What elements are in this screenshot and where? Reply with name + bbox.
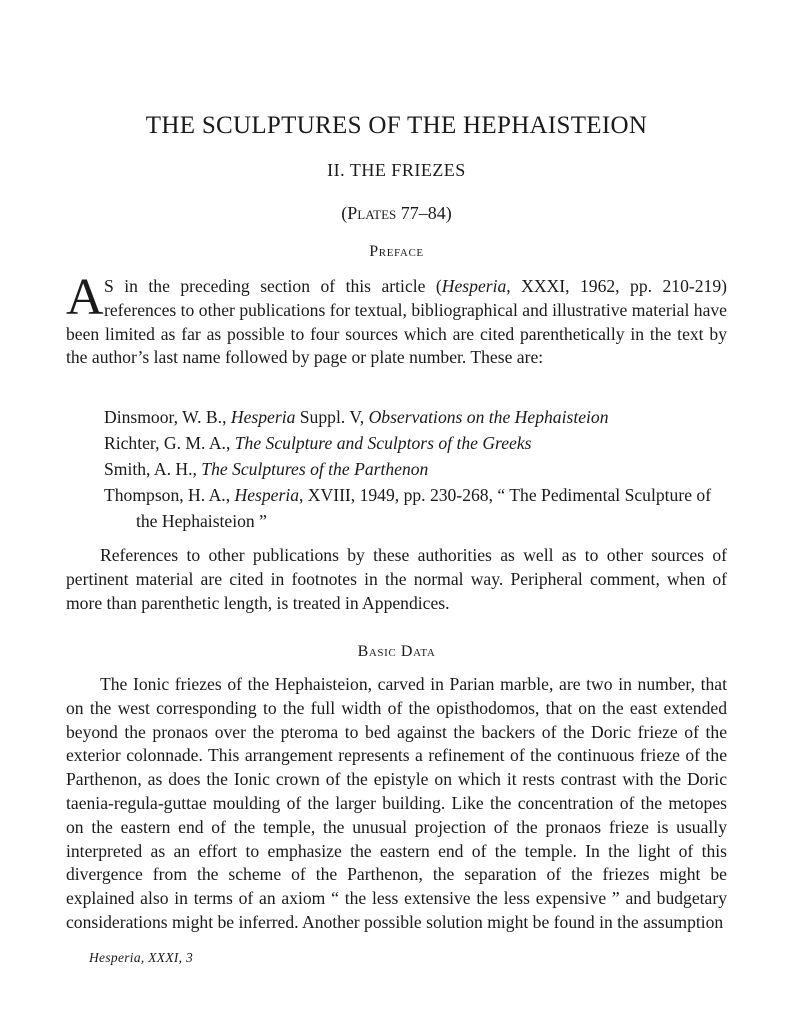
preface-paragraph-1: A S in the preceding section of this article (Hesperia, XXXI, 1962, pp. 210-219) references to other publications for textual, bibliographical and illustrative material have been limited as far as possible to four sources which are cited parenthetically in the text by the author’s last name followed by page or plate number. These are: <box>66 269 727 368</box>
reference-item: Dinsmoor, W. B., Hesperia Suppl. V, Observations on the Hephaisteion <box>104 407 609 427</box>
plates-reference: (Plates 77–84) <box>341 203 452 223</box>
article-subtitle: II. THE FRIEZES <box>327 160 466 180</box>
reference-item: Smith, A. H., The Sculptures of the Parthenon <box>104 459 429 479</box>
reference-item: Thompson, H. A., Hesperia, XVIII, 1949, pp. 230-268, “ The Pedimental Sculpture of the Hephaisteion ” <box>104 485 712 531</box>
reference-list <box>104 404 724 534</box>
basic-data-paragraph: The Ionic friezes of the Hephaisteion, carved in Parian marble, are two in number, that on the west corresponding to the full width of the opisthodomos, that on the east extended beyond the pronaos over the pteroma to bed against the backers of the Doric frieze of the exterior colonnade. This arrangement represents a refinement of the continuous frieze of the Parthenon, as does the Ionic crown of the epistyle on which it rests contrast with the Doric taenia-regula-guttae moulding of the larger building. Like the concentration of the metopes on the eastern end of the temple, the unusual projection of the pronaos frieze is usually interpreted as an effort to emphasize the eastern end of the temple. In the light of this divergence from the scheme of the Parthenon, the separation of the friezes might be explained also in terms of an axiom “ the less extensive the less expensive ” and budgetary considerations might be inferred. Another possible solution might be found in the assumption <box>66 674 727 932</box>
preface-paragraph-2: References to other publications by these authorities as well as to other sources of pertinent material are cited in footnotes in the normal way. Peripheral comment, when of more than parenthetic length, is treated in Appendices. <box>66 545 727 613</box>
basic-data-heading: Basic Data <box>357 643 436 660</box>
page-footer: Hesperia, XXXI, 3 <box>89 950 194 965</box>
article-title: THE SCULPTURES OF THE HEPHAISTEION <box>145 112 648 139</box>
drop-cap: A <box>66 269 104 326</box>
preface-heading: Preface <box>369 243 424 260</box>
reference-item: Richter, G. M. A., The Sculpture and Sculptors of the Greeks <box>104 433 532 453</box>
